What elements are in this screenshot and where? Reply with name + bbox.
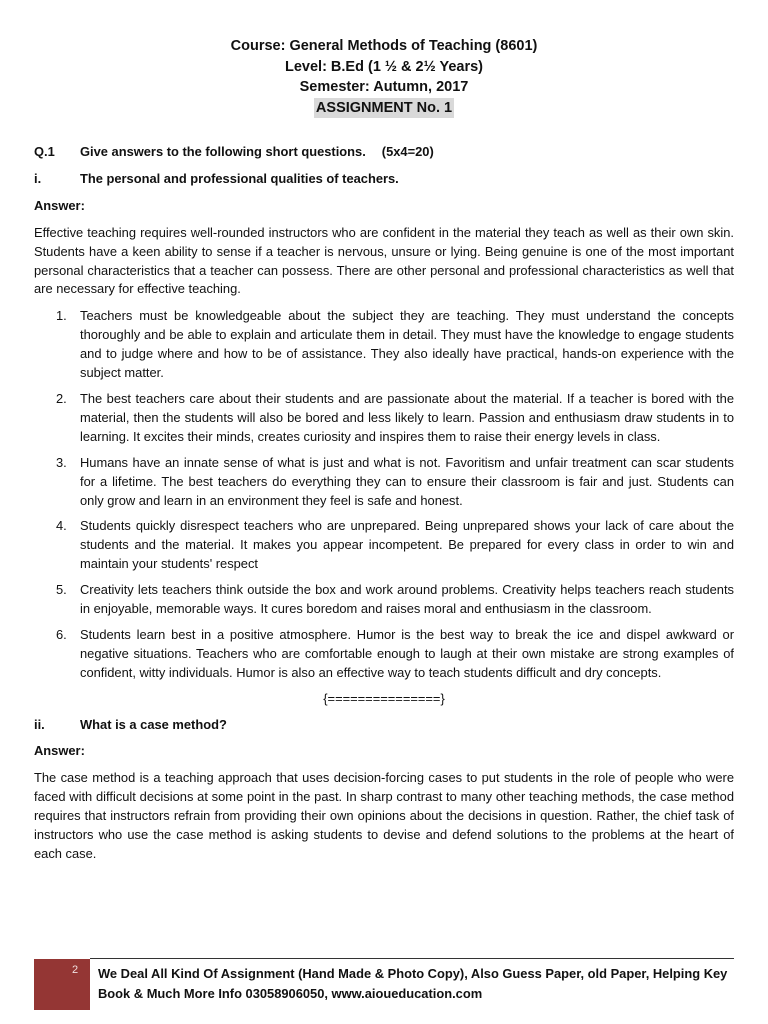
list-item bbox=[34, 581, 734, 619]
list-item bbox=[34, 517, 734, 574]
list-item-number: 2. bbox=[56, 390, 67, 406]
list-item-number: 6. bbox=[56, 626, 67, 642]
list-item-number: 5. bbox=[56, 582, 67, 598]
document-body bbox=[34, 143, 734, 872]
sub-question-i bbox=[34, 170, 734, 189]
list-item-text: Students learn best in a positive atmosphere. Humor is the best way to break the ice and dispel awkward or negative situations. Teachers who are comfortable enough to laugh at their own mistake are strong examples of confident, witty individuals. Humor is also an effective way to teach students difficult and dry concepts. bbox=[80, 626, 734, 680]
list-item-number: 4. bbox=[56, 518, 67, 534]
sub-question-text: The personal and professional qualities of teachers. bbox=[80, 170, 399, 186]
course-title: Course: General Methods of Teaching (8601) bbox=[230, 38, 538, 54]
answer-text: The case method is a teaching approach that uses decision-forcing cases to put students in the role of people who were faced with difficult decisions at some point in the past. In sharp contrast to many other teaching methods, the case method requires that instructors refrain from providing their own opinions about the decisions in question. Rather, the chief task of instructors who use the case method is asking students to devise and defend solutions to the problems at the heart of each case. bbox=[34, 770, 734, 861]
list-item-number: 1. bbox=[56, 308, 67, 324]
list-item-number: 3. bbox=[56, 454, 67, 470]
sub-question-number: i. bbox=[34, 170, 42, 186]
level-line: Level: B.Ed (1 ½ & 2½ Years) bbox=[285, 58, 483, 75]
list-item bbox=[34, 307, 734, 383]
answer-intro: Effective teaching requires well-rounded instructors who are confident in the material they teach as well as their own skin. Students have a keen ability to sense if a teacher is nervous, unsure or lying. Being genuine is one of the most important personal characteristics that a teacher can possess. There are other personal and professional characteristics as well that are necessary for effective teaching. bbox=[34, 224, 734, 297]
answer-label: Answer: bbox=[34, 197, 85, 213]
list-item-text: Students quickly disrespect teachers who are unprepared. Being unprepared shows your lack of care about the students and the material. It makes you appear incompetent. Be prepared for every class in order to win and maintain your students' respect bbox=[80, 518, 734, 572]
document-header bbox=[0, 36, 768, 118]
question-text: Give answers to the following short questions. bbox=[80, 144, 366, 159]
question-number: Q.1 bbox=[34, 144, 55, 159]
list-item bbox=[34, 626, 734, 683]
list-item-text: Humans have an innate sense of what is just and what is not. Favoritism and unfair treatment can scar students for a lifetime. The best teachers do everything they can to ensure their classroom is fair and just. Students can only grow and learn in an environment they feel is safe and honest. bbox=[80, 454, 734, 508]
footer-color-block bbox=[34, 959, 90, 1010]
sub-question-ii bbox=[34, 716, 734, 735]
list-item bbox=[34, 454, 734, 511]
page-footer bbox=[34, 958, 734, 1010]
list-item-text: Creativity lets teachers think outside the box and work around problems. Creativity helps teachers reach students in enjoyable, memorable ways. It cures boredom and raises moral and enthusiasm in the classroom. bbox=[80, 582, 734, 617]
question-1 bbox=[34, 143, 734, 162]
semester-line: Semester: Autumn, 2017 bbox=[299, 79, 469, 95]
list-item-text: The best teachers care about their students and are passionate about the material. If a teacher is bored with the material, then the students will also be bored and less likely to learn. Passion and enthusiasm draw students in to learning. It excites their minds, creates curiosity and inspires them to raise their energy levels in class. bbox=[80, 390, 734, 444]
footer-advert-text: We Deal All Kind Of Assignment (Hand Made & Photo Copy), Also Guess Paper, old Paper, Helping Key Book & Much More Info 03058906050, www.aioueducation.com bbox=[98, 966, 728, 1001]
list-item bbox=[34, 390, 734, 447]
list-item-text: Teachers must be knowledgeable about the subject they are teaching. They must understand the concepts thoroughly and be able to explain and articulate them in detail. They must have the knowledge to engage students and to judge where and how to be of assistance. They also ideally have practical, hands-on experience with the subject matter. bbox=[80, 308, 734, 381]
qualities-list bbox=[34, 307, 734, 682]
sub-question-text: What is a case method? bbox=[80, 716, 227, 732]
section-separator: {===============} bbox=[323, 690, 445, 706]
sub-question-number: ii. bbox=[34, 716, 45, 732]
answer-label: Answer: bbox=[34, 743, 85, 759]
assignment-title: ASSIGNMENT No. 1 bbox=[314, 98, 454, 119]
question-marks: (5x4=20) bbox=[381, 144, 434, 159]
footer-divider bbox=[90, 958, 734, 959]
page-number: 2 bbox=[72, 964, 79, 976]
